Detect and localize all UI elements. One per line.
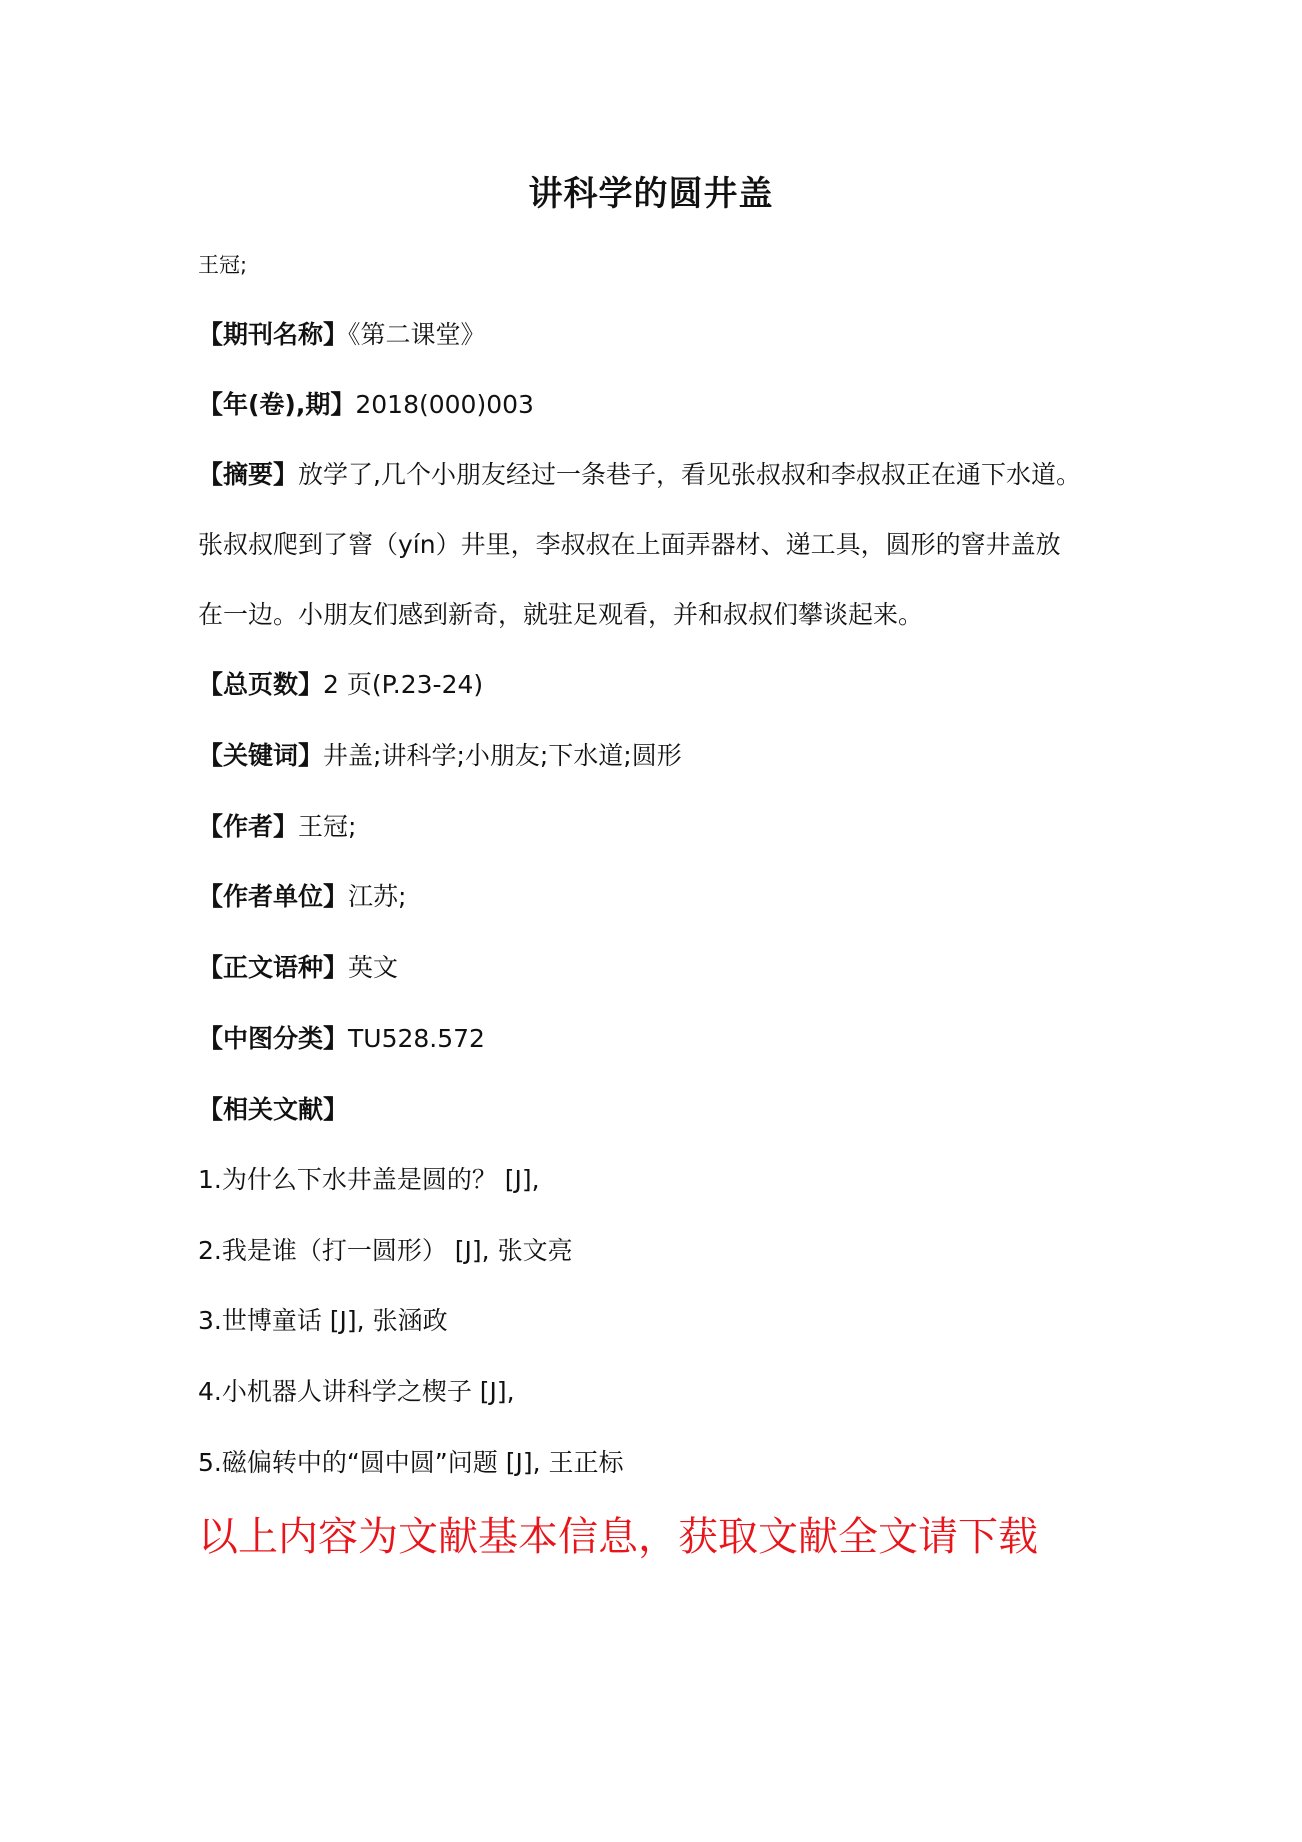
keywords-row (198, 739, 682, 773)
language-value: 英文 (348, 953, 399, 982)
issue-row (198, 388, 534, 422)
language-label: 【正文语种】 (198, 953, 349, 982)
abstract-text-line-3: 在一边。小朋友们感到新奇，就驻足观看，并和叔叔们攀谈起来。 (198, 600, 924, 629)
references-heading: 【相关文献】 (198, 1095, 349, 1124)
keywords-value: 井盖;讲科学;小朋友;下水道;圆形 (323, 741, 682, 770)
classification-value: TU528.572 (348, 1024, 485, 1053)
pages-value: 2 页(P.23-24) (323, 670, 484, 699)
issue-value: 2018(000)003 (355, 390, 534, 419)
reference-item: 5.磁偏转中的“圆中圆”问题 [J], 王正标 (198, 1448, 624, 1477)
pages-row (198, 668, 483, 702)
language-row (198, 951, 398, 985)
journal-row (198, 318, 486, 352)
author-row (198, 810, 356, 844)
keywords-label: 【关键词】 (198, 741, 324, 770)
classification-row (198, 1022, 485, 1056)
author-line: 王冠; (198, 253, 248, 277)
document-title: 讲科学的圆井盖 (528, 174, 774, 214)
journal-label: 【期刊名称】 (198, 320, 349, 349)
classification-label: 【中图分类】 (198, 1024, 349, 1053)
affiliation-value: 江苏; (348, 882, 407, 911)
abstract-text-line-2: 张叔叔爬到了窨（yín）井里，李叔叔在上面弄器材、递工具，圆形的窨井盖放 (198, 530, 1061, 559)
abstract-text-line-1: 放学了,几个小朋友经过一条巷子，看见张叔叔和李叔叔正在通下水道。 (298, 460, 1081, 489)
journal-value: 《第二课堂》 (348, 320, 486, 349)
reference-item: 3.世博童话 [J], 张涵政 (198, 1306, 448, 1335)
reference-item: 2.我是谁（打一圆形） [J], 张文亮 (198, 1236, 573, 1265)
reference-item: 4.小机器人讲科学之楔子 [J], (198, 1377, 515, 1406)
author-label: 【作者】 (198, 812, 299, 841)
abstract-row (198, 458, 1081, 492)
affiliation-row (198, 880, 406, 914)
abstract-label: 【摘要】 (198, 460, 299, 489)
author-value: 王冠; (298, 812, 357, 841)
download-notice: 以上内容为文献基本信息，获取文献全文请下载 (198, 1514, 1038, 1560)
affiliation-label: 【作者单位】 (198, 882, 349, 911)
reference-item: 1.为什么下水井盖是圆的？ [J], (198, 1165, 540, 1194)
issue-label: 【年(卷),期】 (198, 390, 356, 419)
pages-label: 【总页数】 (198, 670, 324, 699)
